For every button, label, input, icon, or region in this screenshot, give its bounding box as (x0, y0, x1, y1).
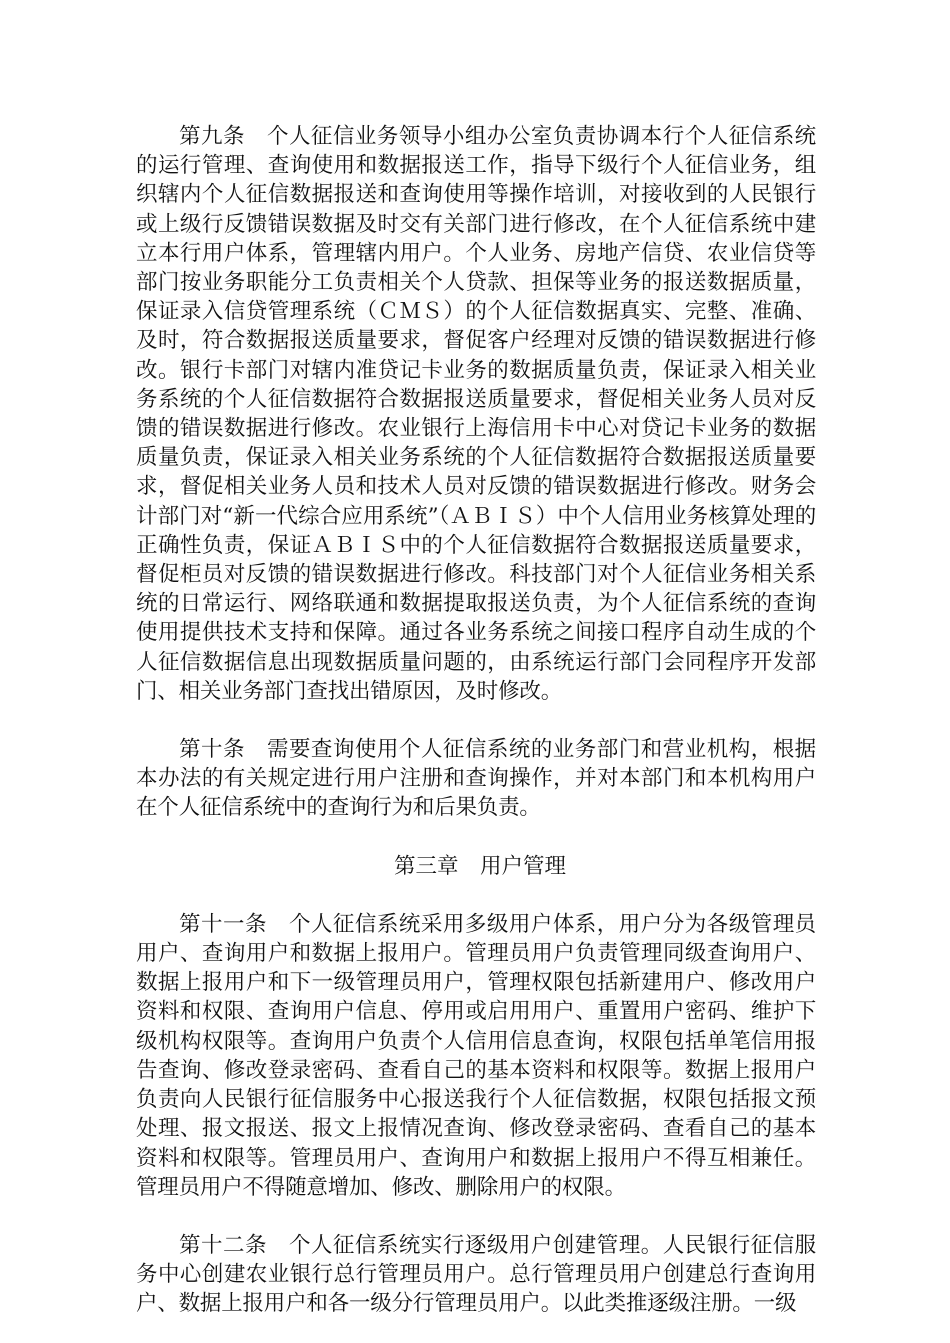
article-9-paragraph: 第九条 个人征信业务领导小组办公室负责协调本行个人征信系统的运行管理、查询使用和数据报送工作，指导下级行个人征信业务，组织辖内个人征信数据报送和查询使用等操作培训，对接收到的人民银行或上级行反馈错误数据及时交有关部门进行修改，在个人征信系统中建立本行用户体系，管理辖内用户。个人业务、房地产信贷、农业信贷等部门按业务职能分工负责相关个人贷款、担保等业务的报送数据质量，保证录入信贷管理系统（ＣＭＳ）的个人征信数据真实、完整、准确、及时，符合数据报送质量要求，督促客户经理对反馈的错误数据进行修改。银行卡部门对辖内准贷记卡业务的数据质量负责，保证录入相关业务系统的个人征信数据符合数据报送质量要求，督促相关业务人员对反馈的错误数据进行修改。农业银行上海信用卡中心对贷记卡业务的数据质量负责，保证录入相关业务系统的个人征信数据符合数据报送质量要求，督促相关业务人员和技术人员对反馈的错误数据进行修改。财务会计部门对“新一代综合应用系统”（ＡＢＩＳ）中个人信用业务核算处理的正确性负责，保证ＡＢＩＳ中的个人征信数据符合数据报送质量要求，督促柜员对反馈的错误数据进行修改。科技部门对个人征信业务相关系统的日常运行、网络联通和数据提取报送负责，为个人征信系统的查询使用提供技术支持和保障。通过各业务系统之间接口程序自动生成的个人征信数据信息出现数据质量问题的，由系统运行部门会同程序开发部门、相关业务部门查找出错原因，及时修改。 (136, 124, 816, 704)
article-12-paragraph: 第十二条 个人征信系统实行逐级用户创建管理。人民银行征信服务中心创建农业银行总行管理员用户。总行管理员用户创建总行查询用户、数据上报用户和各一级分行管理员用户。以此类推逐级注册。一级 (136, 1232, 816, 1317)
document-page (136, 122, 816, 1319)
paragraph-spacer (136, 706, 816, 735)
article-11-paragraph: 第十一条 个人征信系统采用多级用户体系，用户分为各级管理员用户、查询用户和数据上报用户。管理员用户负责管理同级查询用户、数据上报用户和下一级管理员用户，管理权限包括新建用户、修改用户资料和权限、查询用户信息、停用或启用用户、重置用户密码、维护下级机构权限等。查询用户负责个人信用信息查询，权限包括单笔信用报告查询、修改登录密码、查看自己的基本资料和权限等。数据上报用户负责向人民银行征信服务中心报送我行个人征信数据，权限包括报文预处理、报文报送、报文上报情况查询、修改登录密码、查看自己的基本资料和权限等。管理员用户、查询用户和数据上报用户不得互相兼任。管理员用户不得随意增加、修改、删除用户的权限。 (136, 911, 816, 1200)
chapter-3-heading: 第三章 用户管理 (393, 853, 566, 879)
paragraph-spacer (136, 823, 816, 852)
article-10-paragraph: 第十条 需要查询使用个人征信系统的业务部门和营业机构，根据本办法的有关规定进行用户注册和查询操作，并对本部门和本机构用户在个人征信系统中的查询行为和后果负责。 (136, 737, 816, 821)
paragraph-spacer (136, 1202, 816, 1231)
paragraph-spacer (136, 881, 816, 910)
